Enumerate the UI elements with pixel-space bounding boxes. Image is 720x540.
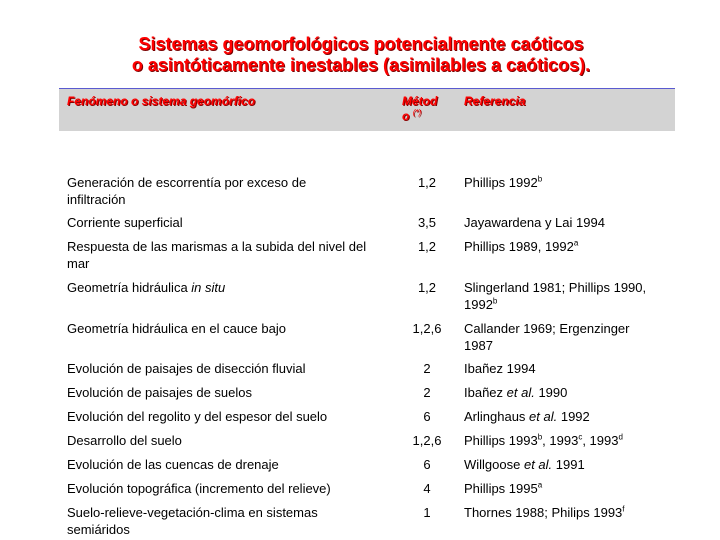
- cell-referencia: Phillips 1992$^b$: [464, 174, 543, 190]
- header-fenomeno: Fenómeno o sistema geomórfico: [67, 94, 256, 108]
- cell-fenomeno: Corriente superficial: [67, 215, 183, 230]
- header-referencia: Referencia: [464, 94, 526, 108]
- cell-fenomeno: Evolución de paisajes de suelos: [67, 385, 253, 400]
- cell-metodo: 1,2,6: [412, 433, 442, 448]
- cell-metodo: 2: [423, 361, 431, 376]
- header-metodo-note: (*): [412, 108, 422, 117]
- cell-metodo: 4: [423, 481, 431, 496]
- cell-metodo: 1: [423, 505, 431, 520]
- cell-referencia: Ibañez et al. 1990: [464, 385, 568, 400]
- cell-referencia: Phillips 1995$^a$: [464, 480, 543, 496]
- cell-fenomeno: Respuesta de las marismas a la subida del nivel del mar: [67, 239, 367, 271]
- cell-referencia: Callander 1969; Ergenzinger 1987: [464, 321, 630, 353]
- cell-fenomeno: Geometría hidráulica en el cauce bajo: [67, 321, 286, 336]
- cell-fenomeno: Evolución de las cuencas de drenaje: [67, 457, 279, 472]
- table-header: [59, 88, 675, 131]
- cell-fenomeno: Evolución de paisajes de disección fluvial: [67, 361, 306, 376]
- cell-fenomeno: Suelo-relieve-vegetación-clima en sistemas semiáridos: [67, 505, 318, 537]
- cell-fenomeno: Desarrollo del suelo: [67, 433, 182, 448]
- title-line-2: o asintóticamente inestables (asimilables a caóticos).: [131, 55, 591, 75]
- cell-referencia: Willgoose et al. 1991: [464, 457, 585, 472]
- cell-referencia: Thornes 1988; Philips 1993$^f$: [464, 504, 625, 520]
- cell-metodo: 1,2: [417, 175, 437, 190]
- cell-metodo: 1,2,6: [412, 321, 442, 336]
- cell-referencia: Arlinghaus et al. 1992: [464, 409, 590, 424]
- cell-metodo: 6: [423, 409, 431, 424]
- title-line-1: Sistemas geomorfológicos potencialmente caóticos: [138, 34, 584, 54]
- cell-fenomeno: Geometría hidráulica in situ: [67, 280, 226, 295]
- cell-metodo: 2: [423, 385, 431, 400]
- cell-fenomeno: Generación de escorrentía por exceso de infiltración: [67, 175, 307, 207]
- header-metodo-line1: Métod: [402, 94, 438, 108]
- cell-metodo: 1,2: [417, 280, 437, 295]
- cell-fenomeno: Evolución del regolito y del espesor del suelo: [67, 409, 328, 424]
- cell-referencia: Phillips 1989, 1992$^a$: [464, 238, 579, 254]
- page-title: [0, 34, 720, 76]
- cell-metodo: 3,5: [417, 215, 437, 230]
- cell-metodo: 1,2: [417, 239, 437, 254]
- cell-referencia: Slingerland 1981; Phillips 1990, 1992$^b$: [464, 280, 647, 312]
- cell-referencia: Ibañez 1994: [464, 361, 536, 376]
- cell-metodo: 6: [423, 457, 431, 472]
- cell-referencia: Jayawardena y Lai 1994: [464, 215, 605, 230]
- header-metodo: [402, 94, 437, 124]
- header-metodo-line2: o: [402, 109, 410, 123]
- cell-referencia: Phillips 1993$^b$, 1993$^c$, 1993$^d$: [464, 432, 623, 448]
- cell-fenomeno: Evolución topográfica (incremento del relieve): [67, 481, 331, 496]
